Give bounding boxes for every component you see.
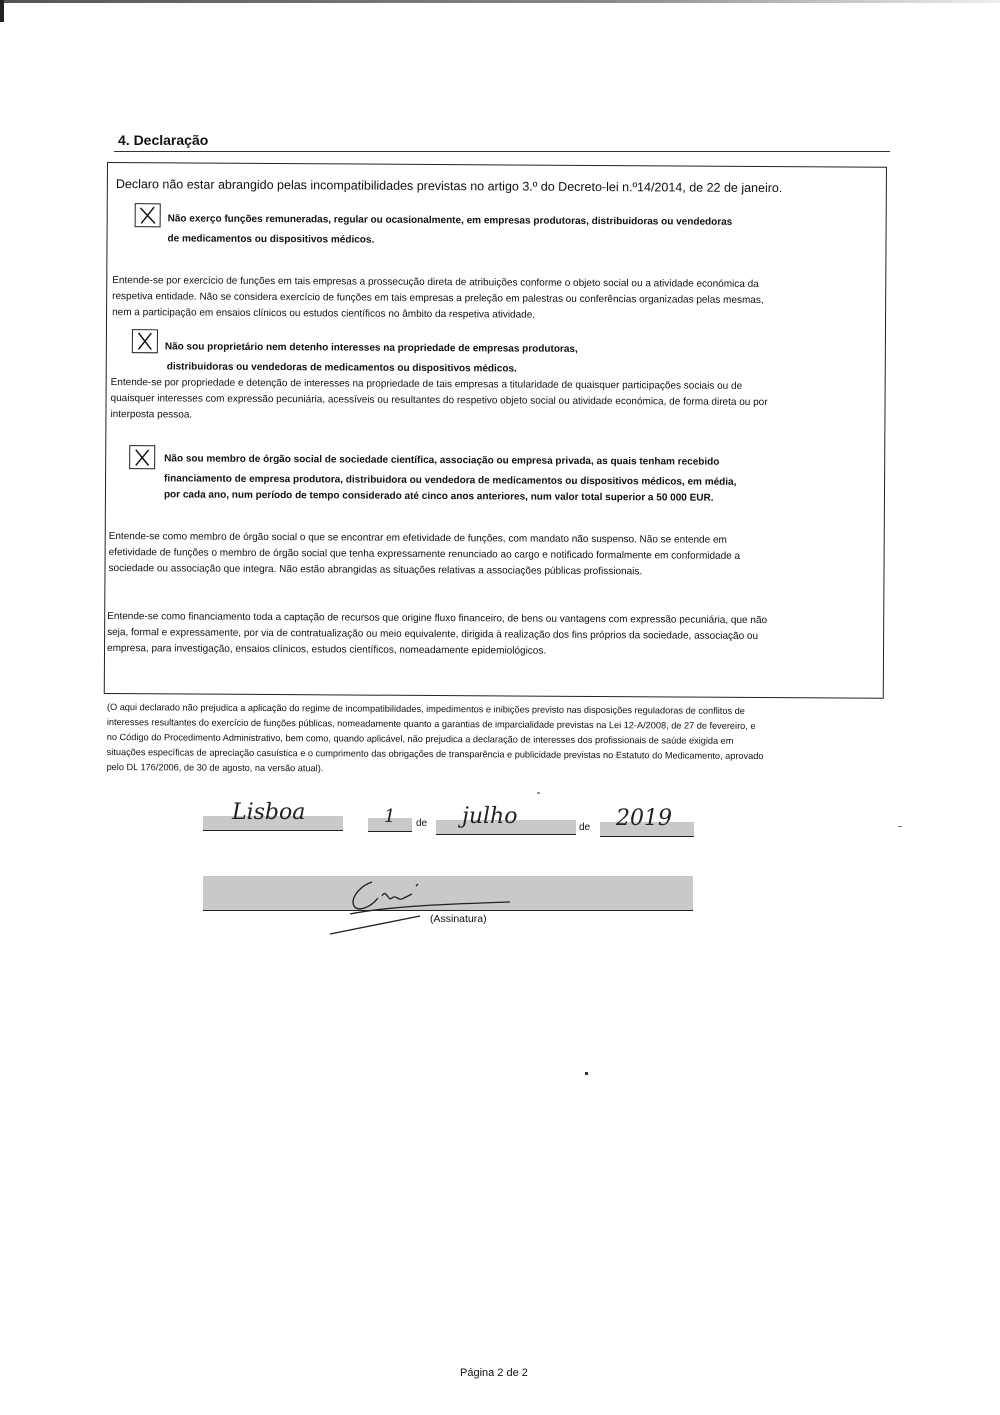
title-divider xyxy=(114,151,890,152)
checkbox-no-social-body[interactable] xyxy=(129,445,155,469)
item3-line2: financiamento de empresa produtora, distribuidora ou vendedora de medicamentos ou dispositivos médicos, em média, xyxy=(164,473,737,488)
note-line-4: situações específicas de apreciação casuística e o cumprimento das obrigações de transparência e publicidade previstas no Estatuto do Medicamento, aprovado xyxy=(106,746,764,762)
x-mark-icon xyxy=(130,446,154,468)
note-line-1: (O aqui declarado não prejudica a aplicação do regime de incompatibilidades, impedimentos e inibições previsto nas disposições reguladoras de conflitos de xyxy=(106,701,745,716)
scan-dash xyxy=(898,826,902,827)
financing-explain-2: seja, formal e expressamente, por via de contratualização ou meio equivalente, dirigida à realização dos fins próprios da sociedade, associação ou xyxy=(107,627,759,642)
scan-edge xyxy=(0,0,1000,3)
note-line-5: pelo DL 176/2006, de 30 de agosto, na versão atual). xyxy=(106,761,324,774)
section-title: 4. Declaração xyxy=(118,132,209,148)
checkbox-no-ownership[interactable] xyxy=(132,329,158,353)
month-field-line xyxy=(436,834,576,835)
day-field-line xyxy=(368,831,412,832)
x-mark-icon xyxy=(136,204,160,226)
item1-explain-1: Entende-se por exercício de funções em tais empresas a prossecução direta de atribuições conforme o objeto social ou a atividade económica da xyxy=(112,275,759,290)
item2-line2: distribuidoras ou vendedoras de medicamentos ou dispositivos médicos. xyxy=(166,361,517,375)
item1-line1: Não exerço funções remuneradas, regular ou ocasionalmente, em empresas produtoras, distribuidoras ou vendedoras xyxy=(167,213,733,228)
declaration-box xyxy=(104,162,887,699)
signature-label: (Assinatura) xyxy=(430,913,487,925)
item3-line3: por cada ano, num período de tempo considerado até cinco anos anteriores, num valor total superior a 50 000 EUR. xyxy=(163,489,714,504)
page-number: Página 2 de 2 xyxy=(460,1367,528,1379)
legal-note xyxy=(107,700,764,779)
scan-edge-mark xyxy=(0,0,4,22)
note-line-2: interesses resultantes do exercício de funções públicas, nomeadamente quanto a garantias de imparcialidade previstas na Lei 12-A/2008, de 27 de fevereiro, e xyxy=(106,716,756,731)
item2-explain-1: Entende-se por propriedade e detenção de interesses na propriedade de tais empresas a titularidade de quaisquer participações sociais ou de xyxy=(110,377,743,392)
item3-explain-1: Entende-se como membro de órgão social o que se encontrar em efetividade de funções, com mandato não suspenso. Não se entende em xyxy=(108,531,727,546)
month-handwritten[interactable]: julho xyxy=(462,804,518,829)
item1-explain-3: nem a participação em ensaios clínicos ou estudos científicos no âmbito da respetiva atividade. xyxy=(112,307,536,321)
date-de-2: de xyxy=(579,822,591,833)
item2-explain-3: interposta pessoa. xyxy=(110,409,193,421)
item3-line1: Não sou membro de órgão social de sociedade científica, associação ou empresa privada, as quais tenham recebido xyxy=(164,453,720,468)
note-line-3: no Código do Procedimento Administrativo, bem como, quando aplicável, não prejudica a declaração de interesses dos profissionais de saúde exigida em xyxy=(106,731,734,746)
item3-explain-3: sociedade ou associação que integra. Não estão abrangidas as situações relativas a associações públicas profissionais. xyxy=(108,563,643,578)
place-field-line xyxy=(203,830,343,831)
item2-line1: Não sou proprietário nem detenho interesses na propriedade de empresas produtoras, xyxy=(164,341,578,355)
place-handwritten[interactable]: Lisboa xyxy=(232,800,306,825)
scan-dot xyxy=(585,1072,588,1075)
item1-line2: de medicamentos ou dispositivos médicos. xyxy=(167,233,375,246)
day-handwritten[interactable]: 1 xyxy=(384,806,396,827)
checkbox-no-functions[interactable] xyxy=(135,203,161,227)
financing-explain-3: empresa, para investigação, ensaios clínicos, estudos científicos, nomeadamente epidemiológicos. xyxy=(106,643,547,657)
intro-text: Declaro não estar abrangido pelas incompatibilidades previstas no artigo 3.º do Decreto-lei n.º14/2014, de 22 de janeiro. xyxy=(115,177,783,196)
item1-explain-2: respetiva entidade. Não se considera exercício de funções em tais empresas a preleção em palestras ou conferências organizadas pelas mesmas, xyxy=(112,291,764,307)
x-mark-icon xyxy=(133,330,157,352)
year-handwritten[interactable]: 2019 xyxy=(616,806,672,831)
scan-dot-small xyxy=(537,792,540,794)
handwritten-signature[interactable] xyxy=(320,868,520,940)
item3-explain-2: efetividade de funções o membro de órgão social que tenha expressamente renunciado ao cargo e notificado formalmente em conformidade a xyxy=(108,547,741,562)
financing-explain-1: Entende-se como financiamento toda a captação de recursos que origine fluxo financeiro, de bens ou vantagens com expressão pecuniária, que não xyxy=(107,611,768,627)
year-field-line xyxy=(600,836,694,837)
date-de-1: de xyxy=(416,818,428,829)
item2-explain-2: quaisquer interesses com expressão pecuniária, acessíveis ou resultantes do respetivo objeto social ou atividade económica, de forma direta ou por xyxy=(110,393,768,409)
